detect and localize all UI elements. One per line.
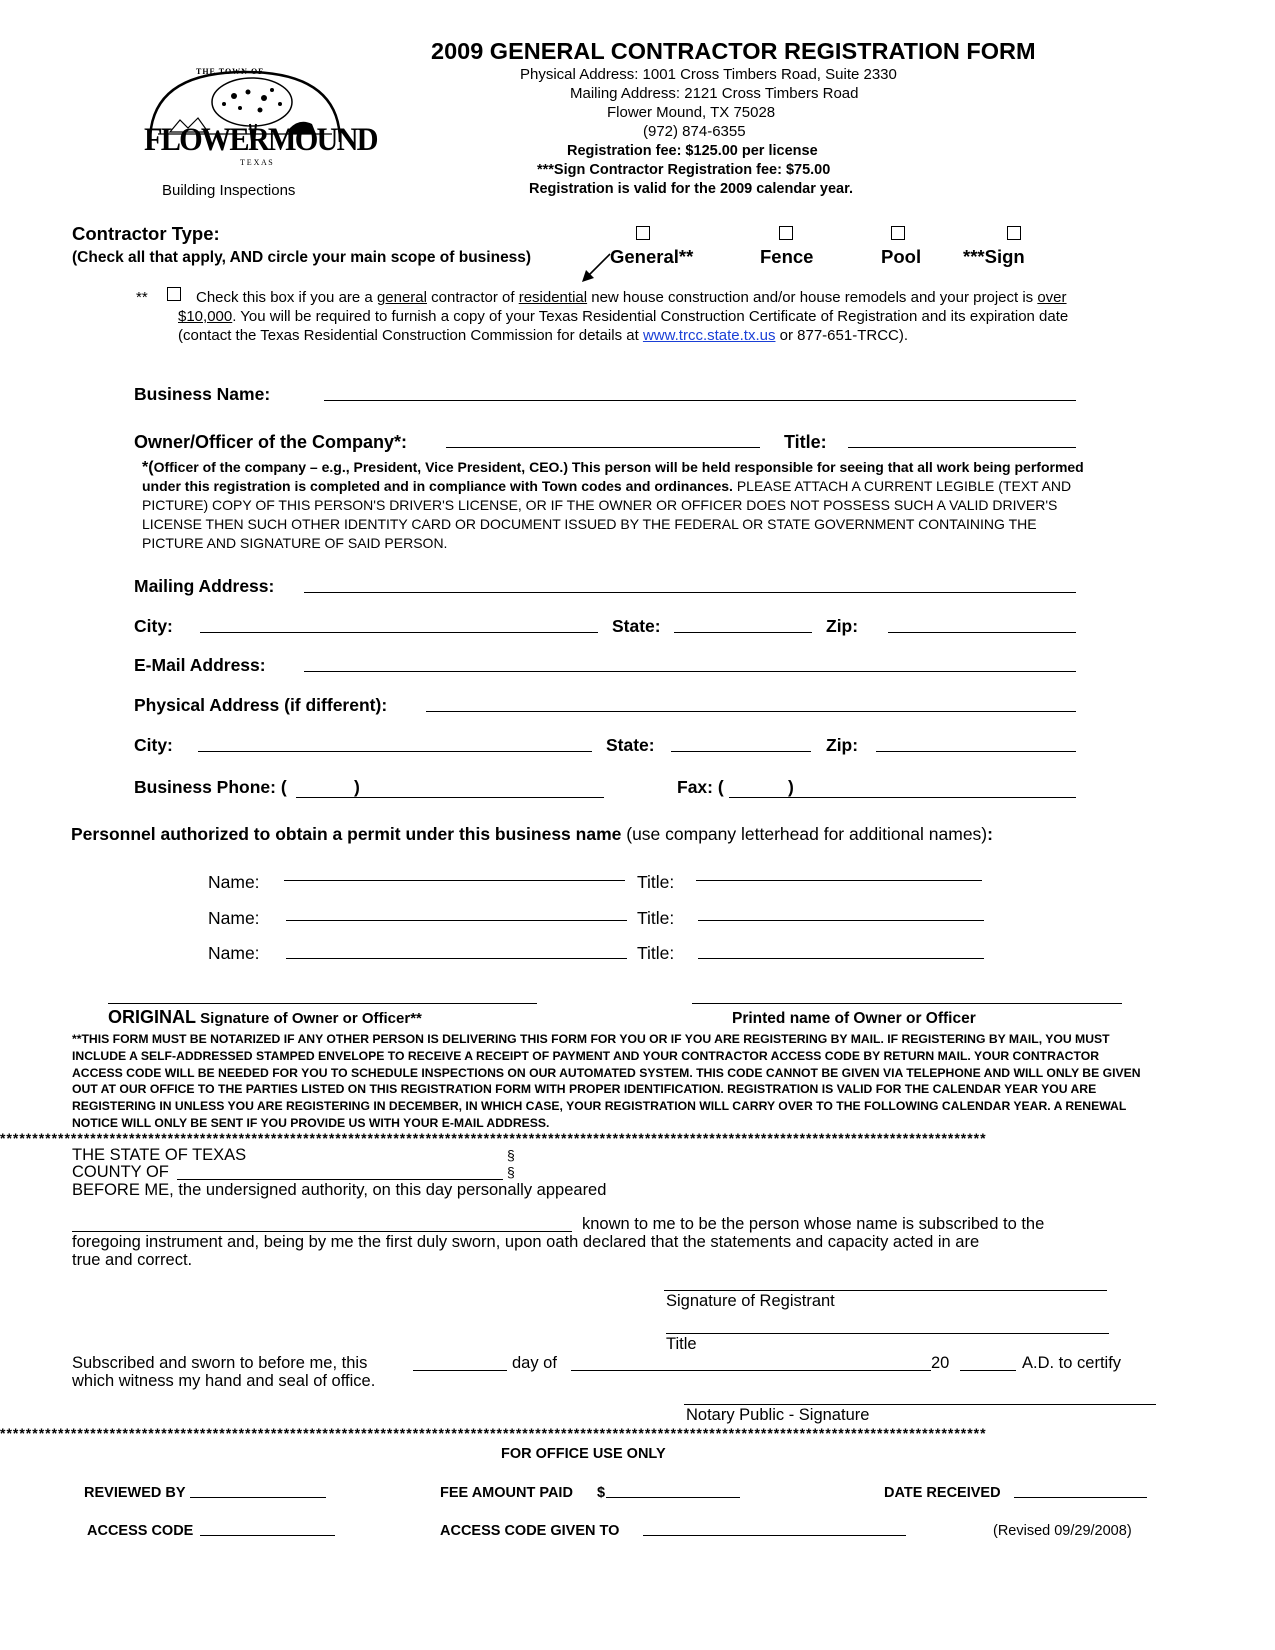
notary-county: COUNTY OF bbox=[72, 1163, 169, 1181]
personnel-title-label-2: Title: bbox=[637, 908, 675, 928]
notary-signature-label: Notary Public - Signature bbox=[686, 1406, 870, 1424]
notary-section-mark-2: § bbox=[507, 1164, 515, 1180]
residential-text-5: or 877-651-TRCC). bbox=[775, 327, 909, 344]
residential-text-residential: residential bbox=[518, 289, 588, 306]
personnel-name-field-2[interactable] bbox=[286, 920, 627, 921]
printed-name-label: Printed name of Owner or Officer bbox=[732, 1010, 976, 1027]
business-phone-paren: ) bbox=[354, 777, 360, 797]
type-fence: Fence bbox=[760, 246, 814, 267]
office-phone: (972) 874-6355 bbox=[643, 123, 746, 140]
notary-known: known to me to be the person whose name is subscribed to the bbox=[582, 1215, 1045, 1233]
owner-title-field[interactable] bbox=[848, 447, 1076, 448]
registrant-title-field[interactable] bbox=[666, 1333, 1109, 1334]
access-code-given-label: ACCESS CODE GIVEN TO bbox=[440, 1523, 620, 1539]
notary-foregoing: foregoing instrument and, being by me the first duly sworn, upon oath declared that the statements and capacity acted in are bbox=[72, 1233, 980, 1251]
owner-signature-field[interactable] bbox=[108, 1003, 537, 1004]
business-phone-field[interactable] bbox=[296, 797, 604, 798]
separator-top: ********************************************************************************************************************************************************* bbox=[0, 1131, 987, 1145]
personnel-heading-normal: (use company letterhead for additional names) bbox=[621, 824, 988, 844]
logo-wordmark: FLOWERMOUND bbox=[144, 122, 377, 158]
owner-field[interactable] bbox=[446, 447, 760, 448]
registrant-signature-label: Signature of Registrant bbox=[666, 1292, 835, 1310]
office-use-heading: FOR OFFICE USE ONLY bbox=[501, 1446, 666, 1462]
sworn-day-field[interactable] bbox=[413, 1370, 507, 1371]
notary-true: true and correct. bbox=[72, 1251, 193, 1269]
state-field[interactable] bbox=[674, 632, 812, 633]
mailing-address-label: Mailing Address: bbox=[134, 576, 275, 596]
access-code-label: ACCESS CODE bbox=[87, 1523, 194, 1539]
physical-city-field[interactable] bbox=[198, 751, 592, 752]
registrant-title-label: Title bbox=[666, 1335, 697, 1353]
city-field[interactable] bbox=[200, 632, 598, 633]
residential-text-1: Check this box if you are a bbox=[196, 289, 377, 306]
general-checkbox[interactable] bbox=[636, 226, 650, 240]
residential-text-amount: over $10,000 bbox=[178, 289, 1067, 325]
registrant-signature-field[interactable] bbox=[664, 1290, 1107, 1291]
registration-fee: Registration fee: $125.00 per license bbox=[567, 143, 818, 159]
access-code-field[interactable] bbox=[200, 1535, 335, 1536]
reviewed-by-field[interactable] bbox=[190, 1497, 326, 1498]
sworn-month-field[interactable] bbox=[571, 1370, 931, 1371]
personnel-title-field-2[interactable] bbox=[698, 920, 984, 921]
personnel-title-field-1[interactable] bbox=[696, 880, 982, 881]
notary-appeared-field[interactable] bbox=[72, 1231, 572, 1232]
fence-checkbox[interactable] bbox=[779, 226, 793, 240]
residential-note-text bbox=[178, 288, 1090, 345]
physical-address-field[interactable] bbox=[426, 711, 1076, 712]
personnel-name-field-1[interactable] bbox=[284, 880, 625, 881]
owner-label: Owner/Officer of the Company*: bbox=[134, 432, 408, 452]
validity-note: Registration is valid for the 2009 calendar year. bbox=[529, 181, 853, 197]
date-received-field[interactable] bbox=[1014, 1497, 1147, 1498]
type-general: General** bbox=[610, 246, 694, 267]
sworn-year-field[interactable] bbox=[960, 1370, 1016, 1371]
type-sign: ***Sign bbox=[963, 246, 1025, 267]
owner-title-label: Title: bbox=[784, 432, 827, 452]
year-prefix: 20 bbox=[931, 1354, 950, 1372]
zip-label: Zip: bbox=[826, 616, 859, 636]
personnel-name-label-3: Name: bbox=[208, 943, 260, 963]
arrow-icon bbox=[580, 250, 614, 284]
subscribed-text: Subscribed and sworn to before me, this bbox=[72, 1354, 368, 1372]
fax-field[interactable] bbox=[729, 797, 1076, 798]
residential-text-general: general bbox=[376, 289, 427, 306]
witness-text: which witness my hand and seal of office. bbox=[72, 1372, 376, 1390]
personnel-name-label-1: Name: bbox=[208, 872, 260, 892]
fee-paid-field[interactable] bbox=[606, 1497, 740, 1498]
personnel-title-field-3[interactable] bbox=[698, 958, 984, 959]
owner-signature-label bbox=[108, 1007, 422, 1028]
sign-fee: ***Sign Contractor Registration fee: $75.00 bbox=[537, 162, 831, 178]
logo-state: T E X A S bbox=[240, 158, 273, 167]
reviewed-by-label: REVIEWED BY bbox=[84, 1485, 186, 1501]
contractor-type-instruction: (Check all that apply, AND circle your main scope of business) bbox=[72, 249, 532, 266]
business-phone-label: Business Phone: ( bbox=[134, 777, 287, 797]
original-label: ORIGINAL bbox=[108, 1007, 196, 1027]
residential-text-2: contractor of bbox=[426, 289, 519, 306]
officer-note-star: *( bbox=[142, 459, 154, 476]
zip-field[interactable] bbox=[888, 632, 1076, 633]
physical-zip-label: Zip: bbox=[826, 735, 859, 755]
contractor-type-label: Contractor Type: bbox=[72, 223, 220, 244]
fee-dollar-sign: $ bbox=[597, 1485, 606, 1501]
pool-checkbox[interactable] bbox=[891, 226, 905, 240]
day-of-text: day of bbox=[512, 1354, 557, 1372]
fax-label: Fax: ( bbox=[677, 777, 724, 797]
personnel-name-field-3[interactable] bbox=[286, 958, 627, 959]
personnel-heading bbox=[71, 824, 993, 845]
fee-paid-label: FEE AMOUNT PAID bbox=[440, 1485, 573, 1501]
notary-state: THE STATE OF TEXAS bbox=[72, 1146, 247, 1164]
residential-text-4: . You will be required to furnish a copy of your Texas Residential Construction Certificate of Registration and its expiration date (contact the Texas Residential Construction Commission for details at bbox=[178, 308, 1069, 344]
officer-note-normal: PLEASE ATTACH A CURRENT LEGIBLE (TEXT AND PICTURE) COPY OF THIS PERSON'S DRIVER'S LICENSE, OR IF THE OWNER OR OFFICER DOES NOT POSSESS SUCH A VALID DRIVER'S LICENSE THEN SUCH OTHER IDENTITY CARD OR DOCUMENT ISSUED BY THE FEDERAL OR STATE GOVERNMENT CONTAINING THE PICTURE AND SIGNATURE OF SAID PERSON. bbox=[142, 478, 1072, 551]
notary-section-mark-1: § bbox=[507, 1147, 515, 1163]
fax-paren: ) bbox=[788, 777, 794, 797]
date-received-label: DATE RECEIVED bbox=[884, 1485, 1001, 1501]
email-field[interactable] bbox=[304, 671, 1076, 672]
separator-bottom: ********************************************************************************************************************************************************* bbox=[0, 1426, 987, 1440]
business-name-label: Business Name: bbox=[134, 384, 271, 404]
physical-state-field[interactable] bbox=[671, 751, 811, 752]
revised-date: (Revised 09/29/2008) bbox=[993, 1523, 1132, 1539]
trcc-link[interactable]: www.trcc.state.tx.us bbox=[642, 327, 776, 344]
state-label: State: bbox=[612, 616, 661, 636]
personnel-name-label-2: Name: bbox=[208, 908, 260, 928]
physical-address-label: Physical Address (if different): bbox=[134, 695, 388, 715]
certify-text: A.D. to certify bbox=[1022, 1354, 1122, 1372]
personnel-title-label-1: Title: bbox=[637, 872, 675, 892]
notary-county-field[interactable] bbox=[177, 1179, 503, 1180]
physical-city-label: City: bbox=[134, 735, 173, 755]
residential-text-3: new house construction and/or house remodels and your project is bbox=[587, 289, 1038, 306]
notary-before: BEFORE ME, the undersigned authority, on this day personally appeared bbox=[72, 1181, 607, 1199]
notary-signature-field[interactable] bbox=[684, 1404, 1156, 1405]
sign-checkbox[interactable] bbox=[1007, 226, 1021, 240]
personnel-title-label-3: Title: bbox=[637, 943, 675, 963]
city-label: City: bbox=[134, 616, 173, 636]
mailing-address-field[interactable] bbox=[304, 592, 1076, 593]
personnel-heading-colon: : bbox=[987, 824, 993, 844]
registration-notice: **THIS FORM MUST BE NOTARIZED IF ANY OTHER PERSON IS DELIVERING THIS FORM FOR YOU OR IF YOU ARE REGISTERING BY MAIL. IF REGISTERING BY MAIL, YOU MUST INCLUDE A SELF-ADDRESSED STAMPED ENVELOPE TO RECEIVE A RECEIPT OF PAYMENT AND YOUR CONTRACTOR ACCESS CODE BY RETURN MAIL. YOUR CONTRACTOR ACCESS CODE WILL BE NEEDED FOR YOU TO SCHEDULE INSPECTIONS ON OUR AUTOMATED SYSTEM. THIS CODE CANNOT BE GIVEN VIA TELEPHONE AND WILL ONLY BE GIVEN OUT AT OUR OFFICE TO THE PARTIES LISTED ON THIS REGISTRATION FORM WITH PROPER IDENTIFICATION. REGISTRATION IS VALID FOR THE CALENDAR YEAR YOU ARE REGISTERING IN UNLESS YOU ARE REGISTERING IN DECEMBER, IN WHICH CASE, YOUR REGISTRATION WILL CARRY OVER TO THE FOLLOWING CALENDAR YEAR. A RENEWAL NOTICE WILL ONLY BE SENT IF YOU PROVIDE US WITH YOUR E-MAIL ADDRESS. bbox=[72, 1032, 1141, 1130]
printed-name-field[interactable] bbox=[692, 1003, 1122, 1004]
residential-marker: ** bbox=[136, 289, 148, 306]
form-title: 2009 GENERAL CONTRACTOR REGISTRATION FORM bbox=[431, 38, 1036, 64]
city-state-zip: Flower Mound, TX 75028 bbox=[607, 104, 776, 121]
mailing-address: Mailing Address: 2121 Cross Timbers Road bbox=[570, 85, 859, 102]
logo-department: Building Inspections bbox=[162, 182, 296, 199]
type-pool: Pool bbox=[881, 246, 922, 267]
physical-address: Physical Address: 1001 Cross Timbers Road, Suite 2330 bbox=[520, 66, 897, 83]
personnel-heading-bold: Personnel authorized to obtain a permit under this business name bbox=[71, 824, 622, 844]
physical-zip-field[interactable] bbox=[876, 751, 1076, 752]
business-name-field[interactable] bbox=[324, 400, 1076, 401]
email-label: E-Mail Address: bbox=[134, 655, 266, 675]
signature-label-text: Signature of Owner or Officer** bbox=[196, 1010, 422, 1027]
physical-state-label: State: bbox=[606, 735, 655, 755]
officer-note bbox=[142, 458, 1090, 553]
officer-note-bold: Officer of the company – e.g., President, Vice President, CEO.) This person will be held responsible for seeing that all work being performed under this registration is completed and in compliance with Town codes and ordinances. bbox=[142, 459, 1084, 494]
logo-arc-text: THE TOWN OF bbox=[196, 67, 265, 76]
access-code-given-field[interactable] bbox=[643, 1535, 906, 1536]
